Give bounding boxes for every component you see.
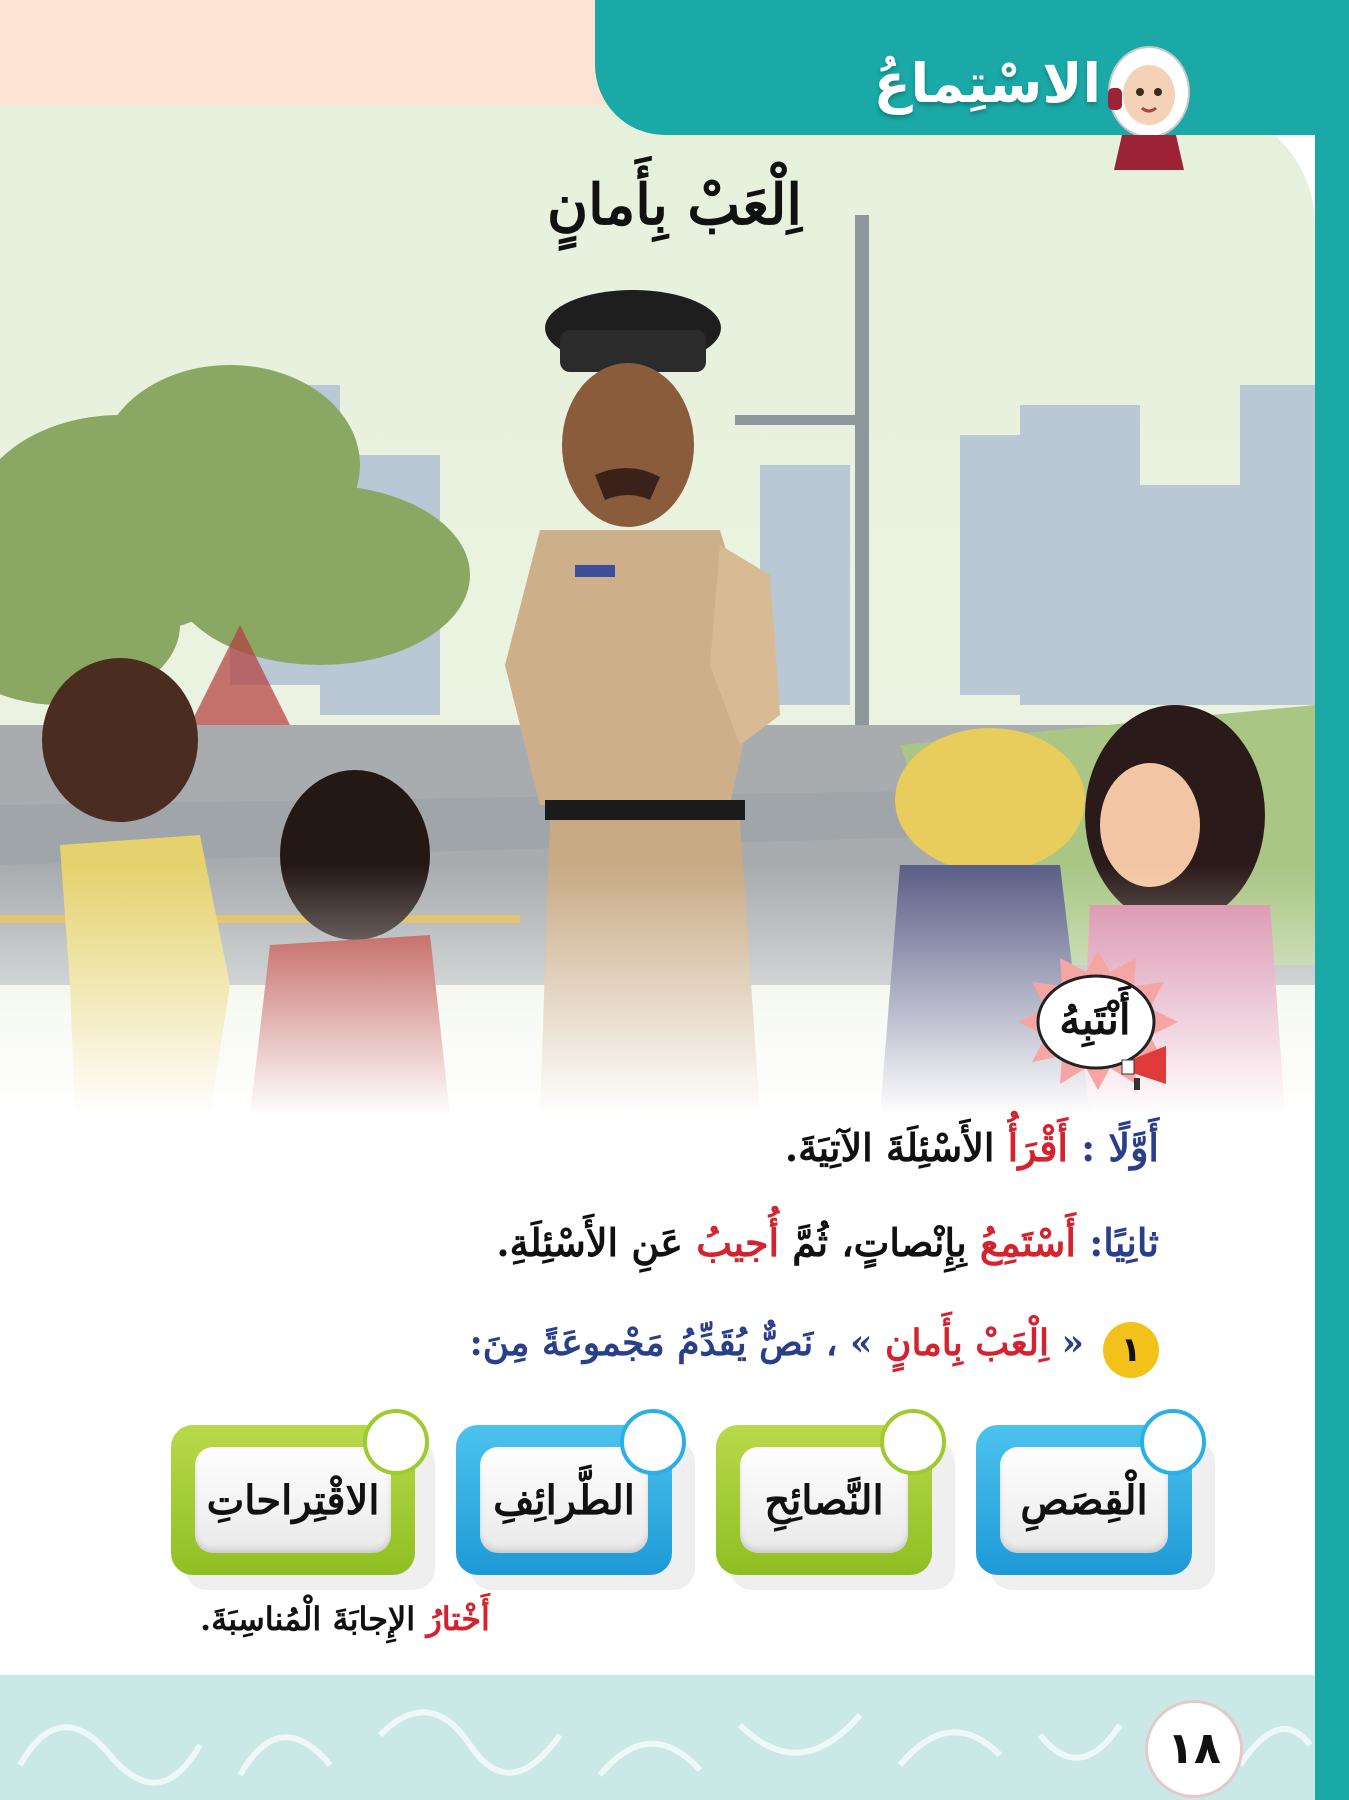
choose-rest: الإِجابَةَ الْمُناسِبَةَ.: [200, 1600, 416, 1638]
question-number-badge: ١: [1103, 1322, 1159, 1378]
option-suggestions[interactable]: [171, 1425, 415, 1575]
option-jokes[interactable]: [456, 1425, 672, 1575]
option-stories-answer-circle[interactable]: [1140, 1409, 1206, 1475]
instruction-first-rest: الأَسْئِلَةَ الآتِيَةَ.: [784, 1125, 995, 1170]
option-advice-answer-circle[interactable]: [880, 1409, 946, 1475]
option-stories[interactable]: [976, 1425, 1192, 1575]
listening-girl-icon: [1104, 40, 1194, 170]
option-stories-label: الْقِصَصِ: [1000, 1447, 1168, 1553]
arabic-letters-footer-pattern: [0, 1675, 1315, 1800]
teal-side-border: [1315, 0, 1349, 1800]
page-number: ١٨: [1145, 1700, 1243, 1798]
instruction-second-rest: عَنِ الأَسْئِلَةِ.: [496, 1220, 683, 1265]
attention-label: أَنْتَبِهُ: [1059, 995, 1131, 1044]
choose-verb: أَخْتارُ: [426, 1600, 490, 1638]
instruction-first-verb: أَقْرَأُ: [1007, 1125, 1068, 1170]
question-open-quote: «: [1061, 1322, 1084, 1364]
instruction-second-prefix: ثانِيًا:: [1089, 1220, 1159, 1265]
instruction-second-verb2: أُجيبُ: [696, 1220, 780, 1265]
instruction-first: [785, 1125, 1159, 1170]
instruction-second-verb1: أَسْتَمِعُ: [979, 1220, 1076, 1265]
question-text-title: اِلْعَبْ بِأَمانٍ: [885, 1322, 1049, 1364]
section-title: الاسْتِماعُ: [873, 52, 1101, 115]
option-jokes-answer-circle[interactable]: [620, 1409, 686, 1475]
question-prompt: نَصٌّ يُقَدِّمُ مَجْموعَةً مِنَ:: [469, 1322, 814, 1364]
instruction-second-mid: بِإِنْصاتٍ، ثُمَّ: [792, 1220, 967, 1265]
option-suggestions-answer-circle[interactable]: [363, 1409, 429, 1475]
option-suggestions-label: الاقْتِراحاتِ: [195, 1447, 391, 1553]
option-advice[interactable]: [716, 1425, 932, 1575]
page-title: اِلْعَبْ بِأَمانٍ: [547, 172, 802, 238]
question-text: [469, 1322, 1084, 1364]
option-jokes-label: الطَّرائِفِ: [480, 1447, 648, 1553]
question-close-quote: » ،: [825, 1322, 873, 1364]
instruction-second: [496, 1220, 1159, 1265]
option-advice-label: النَّصائِحِ: [740, 1447, 908, 1553]
header-peach-band: [0, 0, 640, 110]
instruction-first-prefix: أَوَّلًا :: [1081, 1125, 1159, 1170]
choose-instruction: [200, 1600, 490, 1638]
